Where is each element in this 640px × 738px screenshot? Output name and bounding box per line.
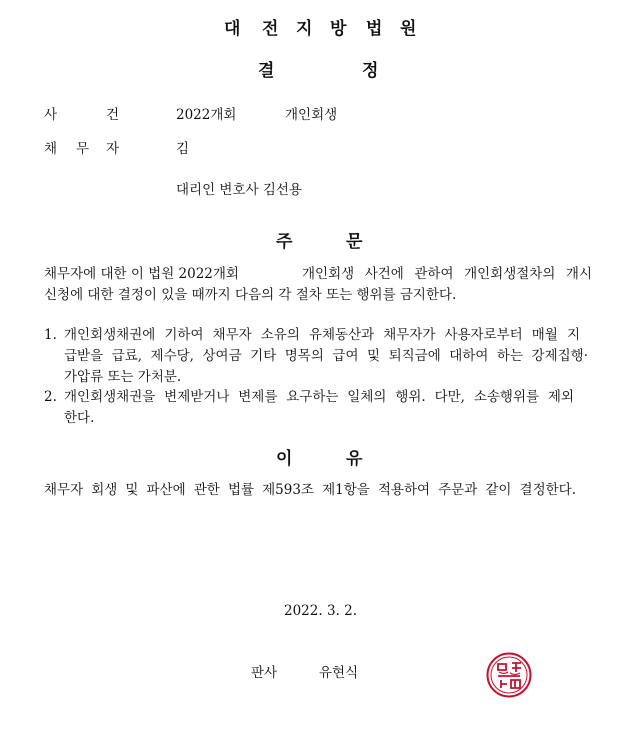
case-number: 2022개회 (176, 107, 237, 123)
order-heading-char: 주 (276, 232, 293, 252)
reason-heading-char: 이 (276, 449, 293, 469)
document-title-char: 정 (362, 61, 379, 81)
judge-title: 판사 (251, 665, 278, 681)
order-intro-line1b: 개인회생 사건에 관하여 개인회생절차의 개시 (302, 266, 592, 282)
court-name-char: 지 (296, 19, 313, 39)
order-item-line: 한다. (64, 410, 95, 426)
case-label-char: 건 (106, 107, 120, 123)
order-heading-char: 문 (346, 232, 363, 252)
reason-text: 채무자 회생 및 파산에 관한 법률 제593조 제1항을 적용하여 주문과 같이 결정한다. (44, 482, 576, 498)
decision-date: 2022. 3. 2. (284, 603, 357, 619)
case-type: 개인회생 (285, 107, 338, 123)
court-name-char: 전 (262, 19, 279, 39)
debtor-label-char: 무 (76, 141, 90, 157)
debtor-agent: 대리인 변호사 김선용 (176, 182, 302, 198)
court-name-char: 대 (224, 19, 241, 39)
case-label-char: 사 (44, 107, 58, 123)
judge-seal (486, 652, 532, 698)
court-name-char: 법 (366, 19, 383, 39)
order-item-number: 1. (44, 327, 57, 343)
court-name-char: 방 (330, 19, 347, 39)
judge-name: 유현식 (319, 665, 359, 681)
order-intro-line1a: 채무자에 대한 이 법원 2022개회 (44, 266, 239, 282)
reason-heading-char: 유 (346, 449, 363, 469)
debtor-name: 김 (176, 141, 190, 157)
order-item-line: 급받을 급료, 제수당, 상여금 기타 명목의 급여 및 퇴직금에 대하여 하는 강제집행· (64, 348, 588, 364)
order-item-line: 가압류 또는 가처분. (64, 369, 182, 385)
document-title-char: 결 (258, 61, 275, 81)
court-name-char: 원 (400, 19, 417, 39)
order-item-number: 2. (44, 389, 57, 405)
order-intro-line2: 신청에 대한 결정이 있을 때까지 다음의 각 절차 또는 행위를 금지한다. (44, 287, 457, 303)
debtor-label-char: 채 (44, 141, 58, 157)
debtor-label-char: 자 (106, 141, 120, 157)
order-item-line: 개인회생채권에 기하여 채무자 소유의 유체동산과 채무자가 사용자로부터 매월 지 (64, 327, 580, 343)
order-item-line: 개인회생채권을 변제받거나 변제를 요구하는 일체의 행위. 다만, 소송행위를 제외 (64, 389, 574, 405)
